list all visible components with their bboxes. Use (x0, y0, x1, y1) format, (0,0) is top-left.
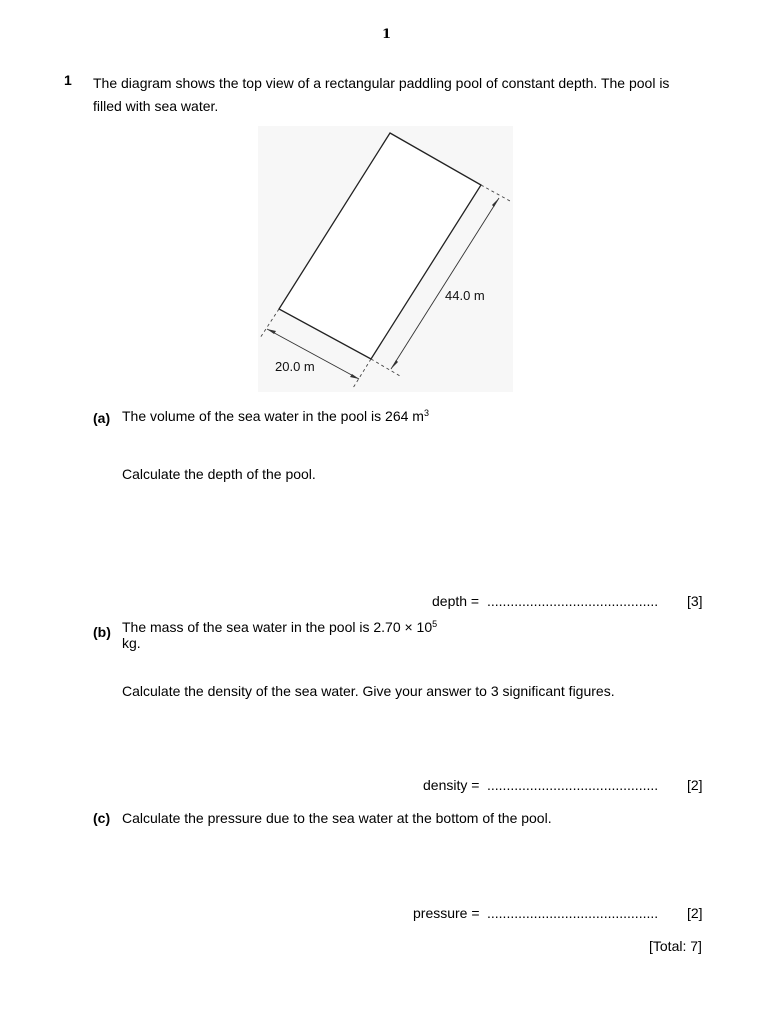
pool-diagram (258, 126, 513, 395)
length-label: 44.0 m (445, 288, 485, 303)
part-b-unit: kg. (122, 635, 141, 651)
part-b-statement (122, 619, 437, 635)
width-label: 20.0 m (275, 359, 315, 374)
part-a-statement-text: The volume of the sea water in the pool is 264 m (122, 408, 424, 424)
part-c-instruction: Calculate the pressure due to the sea water at the bottom of the pool. (122, 810, 552, 826)
part-a-answer-dots[interactable]: ............................................ (487, 593, 659, 609)
part-b-answer-label: density = (423, 777, 480, 793)
question-number: 1 (64, 72, 72, 88)
part-a-label: (a) (93, 410, 111, 426)
part-a-instruction: Calculate the depth of the pool. (122, 466, 316, 482)
part-a-statement (122, 408, 429, 424)
total-marks: [Total: 7] (649, 938, 702, 954)
part-c-answer-label: pressure = (413, 905, 480, 921)
part-c-answer-dots[interactable]: ............................................ (487, 905, 659, 921)
part-b-statement-text: The mass of the sea water in the pool is 2.70 × 10 (122, 619, 433, 635)
part-c-marks: [2] (687, 905, 703, 921)
part-a-marks: [3] (687, 593, 703, 609)
part-a-statement-sup: 3 (423, 408, 429, 418)
part-b-marks: [2] (687, 777, 703, 793)
part-a-answer-label: depth = (432, 593, 480, 609)
page-number: 1 (381, 27, 392, 42)
part-b-instruction: Calculate the density of the sea water. Give your answer to 3 significant figures. (122, 683, 615, 699)
part-b-label: (b) (93, 624, 111, 640)
part-b-statement-sup: 5 (432, 619, 438, 629)
part-b-answer-dots[interactable]: ............................................ (487, 777, 659, 793)
part-c-label: (c) (93, 810, 111, 826)
question-intro: The diagram shows the top view of a rectangular paddling pool of constant depth. The pool is filled with sea water. (93, 75, 670, 114)
